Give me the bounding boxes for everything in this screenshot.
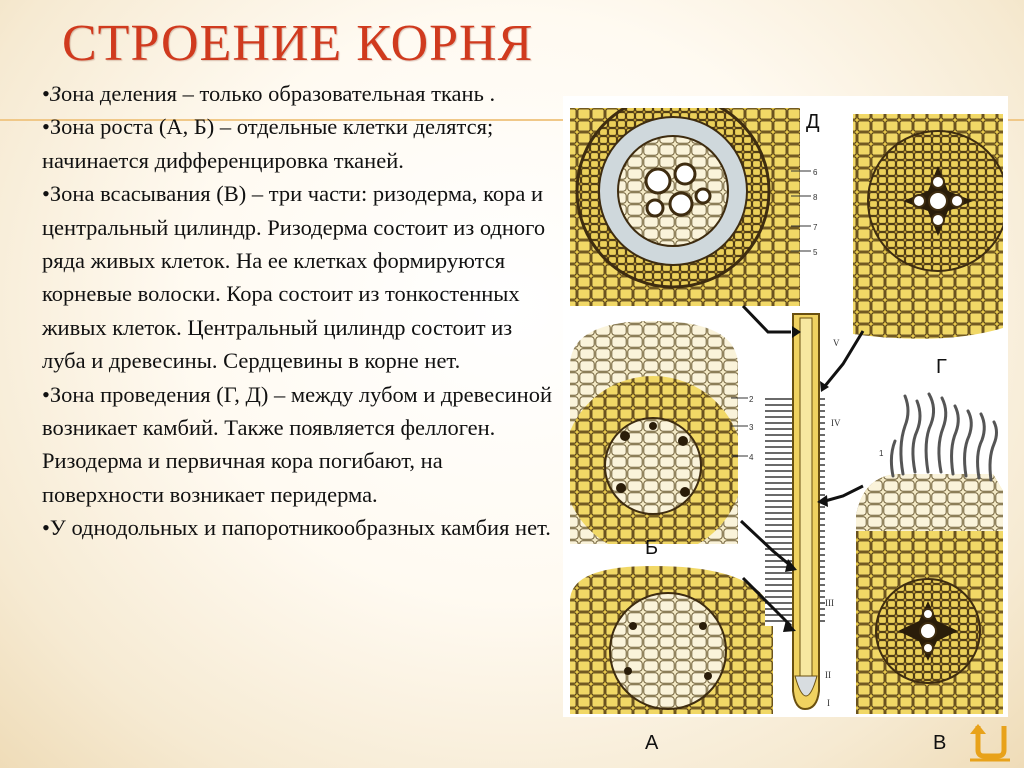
paragraph-division-zone [42,77,552,110]
paragraph-absorption-zone [42,177,552,377]
zone-numeral-v: V [833,338,840,348]
paragraph-text: она деления – только образовательная ткань . [61,81,496,106]
paragraph-text: У однодольных и папоротникообразных камбия нет. [49,515,551,541]
bullet: • [42,114,50,140]
paragraph-text: Зона роста (А, Б) – отдельные клетки делятся; начинается дифференцировка тканей. [42,114,494,173]
zone-numeral-iii: III [825,598,834,608]
label-v: В [933,732,947,754]
section-d-panel [563,96,803,311]
callout-5: 5 [813,248,818,257]
paragraph-growth-zone [42,110,552,177]
zone-numeral-i: I [827,698,830,708]
paragraph-text: Зона проведения (Г, Д) – между лубом и древесиной возникает камбий. Также появляется феллоген. Ризодерма и первичная кора погибают, на поверхности возникает перидерма. [42,381,552,507]
section-v-panel [853,471,1008,717]
return-arrow-icon [968,722,1012,762]
paragraph-conduction-zone [42,378,552,512]
callout-6: 6 [813,168,818,177]
callout-3: 3 [749,423,754,432]
bullet: • [42,515,50,541]
paragraph-monocots [42,511,552,544]
section-b-panel [563,316,743,556]
root-structure-figure [563,96,1008,717]
paragraph-text: Зона всасывания (В) – три части: ризодерма, кора и центральный цилиндр. Ризодерма состоит из одного ряда живых клеток. На ее клетках формируются корневые волоски. Кора состоит из тонкостенных живых клеток. Центральный цилиндр состоит из луба и древесины. Сердцевины в корне нет. [42,181,546,374]
label-g: Г [936,356,947,378]
slide-body-text [42,77,552,545]
callout-4: 4 [749,453,754,462]
callout-7: 7 [813,223,818,232]
bullet: • [42,381,50,407]
bullet: • [42,81,50,106]
root-illustration [563,96,1008,717]
label-d: Д [806,111,820,133]
longitudinal-root [765,314,825,709]
zone-numeral-ii: II [825,670,831,680]
section-g-panel [848,111,1008,351]
return-button[interactable] [968,722,1012,762]
callout-8: 8 [813,193,818,202]
callout-2: 2 [749,395,754,404]
bullet: • [42,181,50,207]
root-hairs [891,394,996,480]
slide-title: СТРОЕНИЕ КОРНЯ [62,15,534,72]
callout-1: 1 [879,449,884,458]
section-a-panel [563,561,778,717]
label-b: Б [645,537,659,559]
italic-initial: З [49,81,62,106]
zone-numeral-iv: IV [831,418,841,428]
label-a: А [645,732,659,754]
